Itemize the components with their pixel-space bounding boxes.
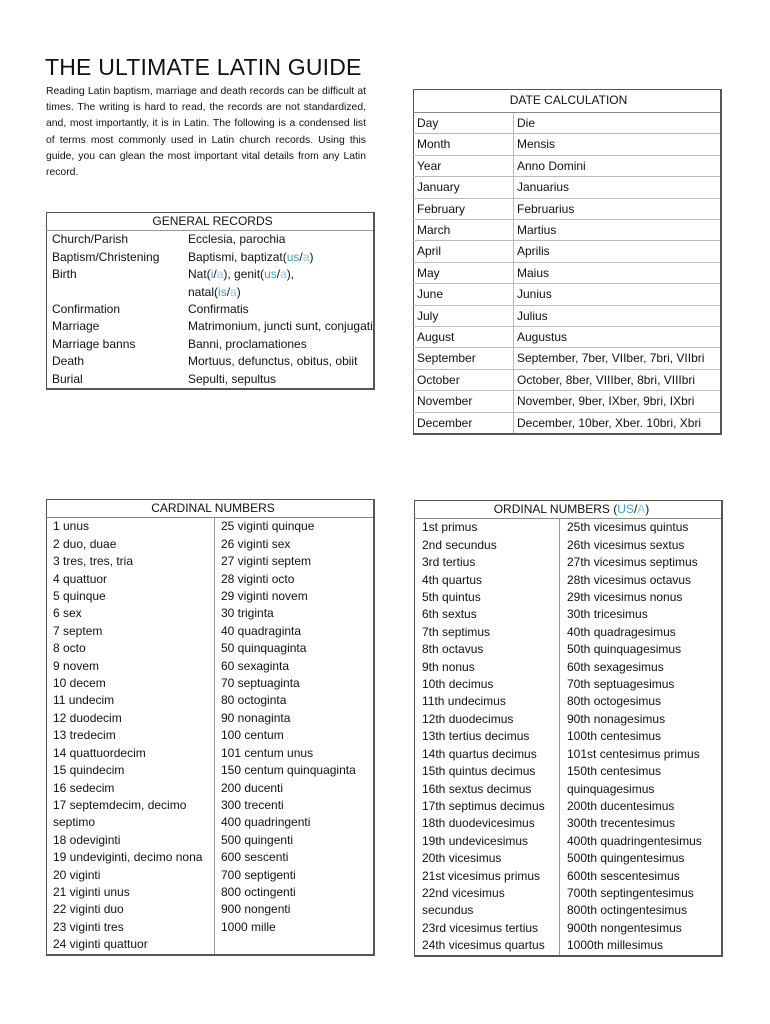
ordinal-left-column <box>415 519 560 956</box>
table-row <box>47 249 375 266</box>
list-item: 13 tredecim <box>53 728 116 743</box>
list-item: 23 viginti tres <box>53 919 124 934</box>
date-latin-cell: October, 8ber, VIIIber, 8bri, VIIIbri <box>514 369 722 390</box>
list-item: 1000th millesimus <box>567 938 664 953</box>
list-item: 9 novem <box>53 658 100 673</box>
list-item: 29th vicesimus nonus <box>567 590 683 605</box>
list-item: 15th quintus decimus <box>422 764 536 779</box>
list-item: 20 viginti <box>53 867 101 882</box>
date-latin-cell: Mensis <box>514 134 722 155</box>
list-item: 13th tertius decimus <box>422 729 530 744</box>
general-records-table <box>46 212 375 390</box>
list-item: 101st centesimus primus <box>567 746 700 761</box>
list-item: 700th septingentesimus <box>567 885 694 900</box>
list-item: 12th duodecimus <box>422 711 514 726</box>
list-item: 60th sexagesimus <box>567 659 664 674</box>
list-item: 100 centum <box>221 728 284 743</box>
table-row <box>47 231 375 249</box>
list-item: 700 septigenti <box>221 867 296 882</box>
list-item: 7 septem <box>53 623 103 638</box>
ordinal-numbers-table <box>414 500 723 957</box>
term-cell: Marriage banns <box>52 336 136 351</box>
table-row <box>47 266 375 301</box>
list-item: 21st vicesimus primus <box>422 868 541 883</box>
list-item: 80th octogesimus <box>567 694 662 709</box>
list-item: 500 quingenti <box>221 832 294 847</box>
list-item: 400th quadringentesimus <box>567 833 702 848</box>
list-item: 27th vicesimus septimus <box>567 555 698 570</box>
list-item: 30th tricesimus <box>567 607 648 622</box>
list-item: 11th undecimus <box>422 694 506 709</box>
date-term-cell: July <box>414 305 514 326</box>
date-term-cell: Month <box>414 134 514 155</box>
list-item: 40th quadragesimus <box>567 624 676 639</box>
list-item: 28 viginti octo <box>221 571 295 586</box>
table-row <box>47 336 375 353</box>
list-item: 30 triginta <box>221 606 274 621</box>
list-item: 90th nonagesimus <box>567 711 666 726</box>
list-item: 18 odeviginti <box>53 832 121 847</box>
list-item: 800 octingenti <box>221 884 296 899</box>
ordinal-numbers-header: ORDINAL NUMBERS (US/A) <box>415 501 723 519</box>
date-term-cell: Year <box>414 155 514 176</box>
list-item: 900 nongenti <box>221 902 291 917</box>
list-item: 21 viginti unus <box>53 884 130 899</box>
list-item: 22nd vicesimus secundus <box>422 885 505 918</box>
list-item: 24 viginti quattuor <box>53 937 148 952</box>
table-row <box>414 412 722 434</box>
table-row <box>414 134 722 155</box>
list-item: 5th quintus <box>422 590 481 605</box>
date-term-cell: September <box>414 348 514 369</box>
list-item: 26th vicesimus sextus <box>567 537 685 552</box>
table-row <box>414 198 722 219</box>
list-item: 90 nonaginta <box>221 710 291 725</box>
latin-cell: Sepulti, sepultus <box>188 371 277 386</box>
list-item: 9th nonus <box>422 659 475 674</box>
list-item: 300th trecentesimus <box>567 816 676 831</box>
list-item: 8 octo <box>53 641 86 656</box>
table-row <box>47 318 375 335</box>
list-item: 18th duodevicesimus <box>422 816 535 831</box>
ordinal-right-column <box>560 519 723 956</box>
date-term-cell: April <box>414 241 514 262</box>
list-item: 70 septuaginta <box>221 676 300 691</box>
table-row <box>414 348 722 369</box>
date-latin-cell: Augustus <box>514 327 722 348</box>
list-item: 400 quadringenti <box>221 815 311 830</box>
date-term-cell: June <box>414 284 514 305</box>
latin-cell: Matrimonium, juncti sunt, conjugati <box>188 319 373 334</box>
list-item: 19th undevicesimus <box>422 833 529 848</box>
date-latin-cell: December, 10ber, Xber. 10bri, Xbri <box>514 412 722 434</box>
list-item: 24th vicesimus quartus <box>422 938 545 953</box>
list-item: 15 quindecim <box>53 763 125 778</box>
list-item: 25th vicesimus quintus <box>567 520 689 535</box>
date-latin-cell: Die <box>514 113 722 134</box>
date-latin-cell: Maius <box>514 262 722 283</box>
table-row <box>414 241 722 262</box>
term-cell: Baptism/Christening <box>52 249 160 264</box>
list-item: 200th ducentesimus <box>567 798 675 813</box>
cardinal-numbers-header: CARDINAL NUMBERS <box>47 500 375 518</box>
list-item: 10th decimus <box>422 677 494 692</box>
date-latin-cell: Julius <box>514 305 722 326</box>
latin-cell: Mortuus, defunctus, obitus, obiit <box>188 354 358 369</box>
list-item: 500th quingentesimus <box>567 851 685 866</box>
term-cell: Marriage <box>52 319 100 334</box>
list-item: 16 sedecim <box>53 780 115 795</box>
date-latin-cell: Februarius <box>514 198 722 219</box>
list-item: 17 septemdecim, decimo septimo <box>53 797 187 830</box>
list-item: 70th septuagesimus <box>567 677 675 692</box>
list-item: 150th centesimus quinquagesimus <box>567 764 662 796</box>
latin-cell: Confirmatis <box>188 302 249 317</box>
intro-paragraph: Reading Latin baptism, marriage and death records can be difficult at times. The writing is hard to read, the records are not standardized, and, most importantly, it is in Latin. The following is a condensed list of terms most commonly used in Latin church records. Using this guide, you can glean the most important vital details from any Latin record. <box>46 86 366 179</box>
list-item: 60 sexaginta <box>221 658 290 673</box>
date-term-cell: March <box>414 220 514 241</box>
table-row <box>414 155 722 176</box>
list-item: 6th sextus <box>422 607 477 622</box>
table-row <box>47 301 375 318</box>
list-item: 2 duo, duae <box>53 536 117 551</box>
cardinal-right-column <box>215 518 375 955</box>
list-item: 600th sescentesimus <box>567 868 680 883</box>
term-cell: Birth <box>52 267 77 282</box>
latin-cell: Banni, proclamationes <box>188 336 307 351</box>
list-item: 19 undeviginti, decimo nona <box>53 850 203 865</box>
list-item: 40 quadraginta <box>221 623 302 638</box>
date-term-cell: Day <box>414 113 514 134</box>
list-item: 26 viginti sex <box>221 536 291 551</box>
latin-cell: Baptismi, baptizat(us/a) <box>188 249 314 264</box>
date-calculation-table <box>413 89 722 435</box>
list-item: 6 sex <box>53 606 82 621</box>
list-item: 3 tres, tres, tria <box>53 554 134 569</box>
list-item: 1st primus <box>422 520 478 535</box>
date-latin-cell: Aprilis <box>514 241 722 262</box>
list-item: 150 centum quinquaginta <box>221 763 356 778</box>
date-term-cell: January <box>414 177 514 198</box>
date-term-cell: November <box>414 391 514 412</box>
table-row <box>414 327 722 348</box>
date-latin-cell: November, 9ber, IXber, 9bri, IXbri <box>514 391 722 412</box>
list-item: 50th quinquagesimus <box>567 642 682 657</box>
date-calculation-header: DATE CALCULATION <box>414 90 722 113</box>
table-row <box>414 305 722 326</box>
table-row <box>47 371 375 389</box>
list-item: 14th quartus decimus <box>422 746 537 761</box>
list-item: 22 viginti duo <box>53 902 124 917</box>
term-cell: Church/Parish <box>52 232 129 247</box>
term-cell: Death <box>52 354 85 369</box>
list-item: 200 ducenti <box>221 780 284 795</box>
page-title: THE ULTIMATE LATIN GUIDE <box>45 54 362 80</box>
latin-cell: Nat(i/a), genit(us/a), natal(is/a) <box>188 267 295 299</box>
table-row <box>414 177 722 198</box>
general-records-header: GENERAL RECORDS <box>47 213 375 231</box>
list-item: 80 octoginta <box>221 693 287 708</box>
date-term-cell: October <box>414 369 514 390</box>
list-item: 1000 mille <box>221 919 276 934</box>
list-item: 8th octavus <box>422 642 484 657</box>
date-latin-cell: September, 7ber, VIIber, 7bri, VIIbri <box>514 348 722 369</box>
list-item: 600 sescenti <box>221 850 289 865</box>
list-item: 3rd tertius <box>422 555 476 570</box>
list-item: 10 decem <box>53 676 106 691</box>
list-item: 12 duodecim <box>53 710 122 725</box>
list-item: 50 quinquaginta <box>221 641 307 656</box>
list-item: 900th nongentesimus <box>567 920 682 935</box>
latin-cell: Ecclesia, parochia <box>188 232 286 247</box>
list-item: 2nd secundus <box>422 537 497 552</box>
list-item: 23rd vicesimus tertius <box>422 920 539 935</box>
list-item: 4th quartus <box>422 572 483 587</box>
list-item: 5 quinque <box>53 589 106 604</box>
list-item: 11 undecim <box>53 693 115 708</box>
table-row <box>414 284 722 305</box>
date-latin-cell: Martius <box>514 220 722 241</box>
list-item: 16th sextus decimus <box>422 781 532 796</box>
list-item: 27 viginti septem <box>221 554 312 569</box>
table-row <box>414 391 722 412</box>
list-item: 1 unus <box>53 519 90 534</box>
list-item: 4 quattuor <box>53 571 108 586</box>
list-item: 20th vicesimus <box>422 851 502 866</box>
list-item: 14 quattuordecim <box>53 745 146 760</box>
cardinal-left-column <box>47 518 215 955</box>
table-row <box>414 262 722 283</box>
list-item: 300 trecenti <box>221 797 284 812</box>
date-term-cell: February <box>414 198 514 219</box>
list-item: 800th octingentesimus <box>567 903 688 918</box>
list-item: 28th vicesimus octavus <box>567 572 692 587</box>
list-item: 17th septimus decimus <box>422 798 545 813</box>
list-item: 100th centesimus <box>567 729 662 744</box>
table-row <box>47 353 375 370</box>
date-term-cell: December <box>414 412 514 434</box>
date-term-cell: August <box>414 327 514 348</box>
date-latin-cell: Januarius <box>514 177 722 198</box>
date-term-cell: May <box>414 262 514 283</box>
list-item: 29 viginti novem <box>221 589 308 604</box>
date-latin-cell: Anno Domini <box>514 155 722 176</box>
table-row <box>414 369 722 390</box>
cardinal-numbers-table <box>46 499 375 956</box>
list-item: 101 centum unus <box>221 745 314 760</box>
list-item: 25 viginti quinque <box>221 519 315 534</box>
table-row <box>414 220 722 241</box>
date-latin-cell: Junius <box>514 284 722 305</box>
list-item: 7th septimus <box>422 624 491 639</box>
term-cell: Confirmation <box>52 302 121 317</box>
term-cell: Burial <box>52 371 83 386</box>
table-row <box>414 113 722 134</box>
